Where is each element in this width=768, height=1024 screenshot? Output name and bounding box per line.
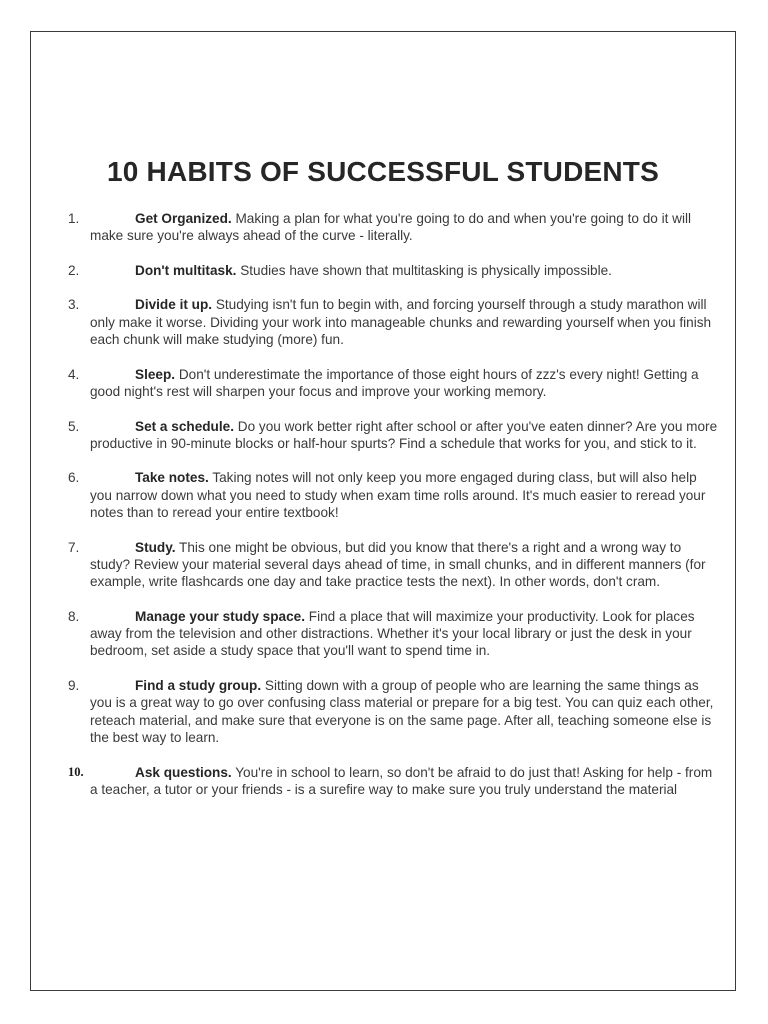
- item-text: [90, 469, 718, 521]
- item-number: 9.: [68, 678, 80, 694]
- list-item: [68, 608, 718, 660]
- list-item: [68, 539, 718, 591]
- list-item: [68, 418, 718, 453]
- item-body: Don't underestimate the importance of those eight hours of zzz's every night! Getting a good night's rest will sharpen your focus and improve your working memory.: [90, 366, 699, 399]
- item-text: [90, 677, 718, 746]
- item-body: Studying isn't fun to begin with, and forcing yourself through a study marathon will only make it worse. Dividing your work into manageable chunks and rewarding yourself when you finish each chunk will make studying (more) fun.: [90, 297, 712, 348]
- item-heading: Sleep.: [135, 366, 176, 382]
- list-item: [68, 210, 718, 245]
- item-heading: Manage your study space.: [135, 608, 305, 624]
- item-text: [90, 539, 718, 591]
- item-body: Studies have shown that multitasking is physically impossible.: [236, 262, 612, 278]
- item-heading: Ask questions.: [135, 764, 232, 780]
- item-text: [90, 608, 718, 660]
- list-item: [68, 469, 718, 521]
- item-body: Taking notes will not only keep you more engaged during class, but will also help you narrow down what you need to study when exam time rolls around. It's much easier to reread your notes than to reread your entire textbook!: [90, 470, 706, 521]
- item-number: 3.: [68, 297, 80, 313]
- item-number: 1.: [68, 211, 80, 226]
- item-heading: Find a study group.: [135, 678, 262, 694]
- item-number: 5.: [68, 418, 80, 434]
- item-text: [90, 418, 718, 453]
- list-item: [68, 764, 718, 799]
- habits-list: [68, 210, 718, 815]
- item-body: Making a plan for what you're going to do and when you're going to do it will make sure you're always ahead of the curve - literally.: [90, 211, 692, 244]
- item-number: 7.: [68, 539, 80, 555]
- item-body: You're in school to learn, so don't be afraid to do just that! Asking for help - from a teacher, a tutor or your friends - is a surefire way to make sure you truly understand the material: [90, 764, 713, 797]
- list-item: [68, 262, 718, 279]
- item-text: [90, 210, 718, 245]
- item-text: [90, 366, 718, 401]
- list-item: [68, 296, 718, 348]
- item-number: 2.: [68, 262, 80, 278]
- item-number: 4.: [68, 366, 80, 382]
- item-heading: Get Organized.: [135, 211, 232, 226]
- item-heading: Divide it up.: [135, 297, 213, 313]
- document-page: [30, 31, 736, 991]
- item-text: [90, 764, 718, 799]
- item-number: 8.: [68, 608, 80, 624]
- item-text: [90, 262, 718, 279]
- item-body: Sitting down with a group of people who are learning the same things as you is a great way to go over confusing class material or prepare for a big test. You can quiz each other, reteach material, and make sure that everyone is on the same page. After all, teaching someone else is the best way to learn.: [90, 678, 714, 745]
- item-text: [90, 296, 718, 348]
- item-number: 6.: [68, 470, 80, 486]
- item-body: Do you work better right after school or after you've eaten dinner? Are you more productive in 90-minute blocks or half-hour spurts? Find a schedule that works for you, and stick to it.: [90, 418, 718, 451]
- item-body: This one might be obvious, but did you know that there's a right and a wrong way to study? Review your material several days ahead of time, in small chunks, and in different manners (for example, write flashcards one day and take practice tests the next). In other words, don't cram.: [90, 539, 706, 590]
- list-item: [68, 366, 718, 401]
- item-heading: Don't multitask.: [135, 262, 237, 278]
- item-heading: Study.: [135, 539, 176, 555]
- item-body: Find a place that will maximize your productivity. Look for places away from the television and other distractions. Whether it's your local library or just the desk in your bedroom, set aside a study space that you'll want to spend time in.: [90, 608, 695, 659]
- item-heading: Take notes.: [135, 470, 209, 486]
- page-title: 10 HABITS OF SUCCESSFUL STUDENTS: [107, 156, 659, 187]
- item-heading: Set a schedule.: [135, 418, 234, 434]
- item-number: 10.: [68, 764, 84, 779]
- list-item: [68, 677, 718, 746]
